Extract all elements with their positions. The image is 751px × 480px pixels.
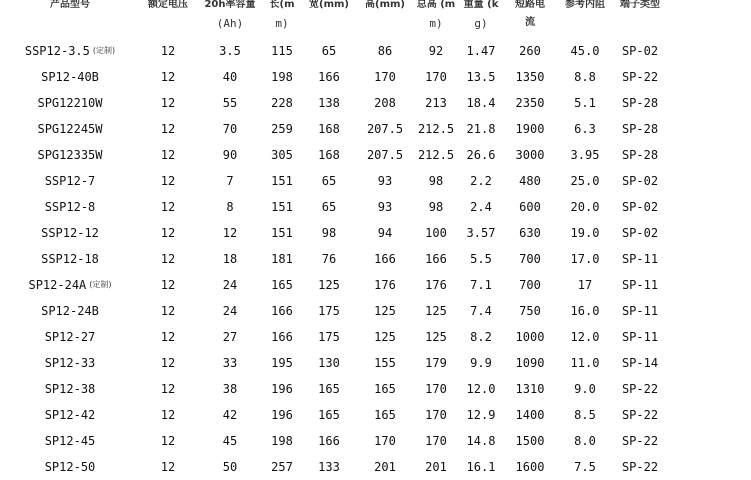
model-cell [0,116,140,142]
short-circuit-cell: 1000 [515,330,545,344]
short-circuit-cell: 1900 [515,122,545,136]
voltage-cell: 12 [160,226,176,240]
weight-cell: 21.8 [466,122,496,136]
table-row [0,324,751,350]
model-cell [0,350,140,376]
short-circuit-cell: 700 [519,252,541,266]
length-cell: 259 [271,122,293,136]
terminal-cell: SP-11 [621,304,659,318]
model-cell [0,402,140,428]
short-circuit-cell: 630 [519,226,541,240]
length-cell: 196 [271,382,293,396]
table-row [0,428,751,454]
header-resistance [558,0,612,18]
voltage-cell: 12 [160,356,176,370]
table-row [0,168,751,194]
model-name: SP12-24B [41,304,99,318]
capacity-cell: 27 [222,330,238,344]
terminal-cell: SP-22 [621,460,659,474]
terminal-cell: SP-22 [621,70,659,84]
capacity-cell: 50 [222,460,238,474]
header-voltage-label: 额定电压 [148,0,188,10]
total-height-cell: 98 [428,174,444,188]
width-cell: 76 [321,252,337,266]
length-cell: 151 [271,226,293,240]
model-cell [0,38,140,64]
weight-cell: 12.9 [466,408,496,422]
capacity-cell: 12 [222,226,238,240]
model-cell [0,142,140,168]
total-height-cell: 170 [425,434,447,448]
table-row [0,402,751,428]
header-weight-label: 重量 (k [463,0,499,10]
resistance-cell: 8.5 [574,408,596,422]
model-cell [0,246,140,272]
height-cell: 208 [374,96,396,110]
width-cell: 175 [318,304,340,318]
height-cell: 166 [374,252,396,266]
header-voltage [140,0,196,18]
header-model-label: 产品型号 [50,0,90,10]
table-row [0,220,751,246]
table-row [0,376,751,402]
short-circuit-cell: 600 [519,200,541,214]
table-row [0,272,751,298]
header-terminal [614,0,666,18]
header-height-label: 高(mm) [365,0,405,10]
model-name: SP12-24A [28,278,87,292]
model-cell [0,298,140,324]
terminal-cell: SP-11 [621,278,659,292]
weight-cell: 2.4 [470,200,492,214]
voltage-cell: 12 [160,304,176,318]
table-row [0,350,751,376]
capacity-cell: 33 [222,356,238,370]
header-resistance-label: 参考内阻 [565,0,605,10]
height-cell: 155 [374,356,396,370]
voltage-cell: 12 [160,44,176,58]
total-height-cell: 125 [425,330,447,344]
capacity-cell: 42 [222,408,238,422]
resistance-cell: 16.0 [570,304,600,318]
weight-cell: 1.47 [466,44,496,58]
weight-cell: 7.1 [470,278,492,292]
custom-note: (定制) [89,280,112,289]
width-cell: 165 [318,382,340,396]
width-cell: 130 [318,356,340,370]
terminal-cell: SP-14 [621,356,659,370]
height-cell: 125 [374,330,396,344]
header-capacity-unit-label: (Ah) [216,17,244,30]
total-height-cell: 125 [425,304,447,318]
table-header-row [0,0,751,18]
resistance-cell: 11.0 [570,356,600,370]
terminal-cell: SP-28 [621,122,659,136]
length-cell: 196 [271,408,293,422]
height-cell: 165 [374,382,396,396]
total-height-cell: 170 [425,70,447,84]
resistance-cell: 25.0 [570,174,600,188]
terminal-cell: SP-22 [621,382,659,396]
length-cell: 228 [271,96,293,110]
height-cell: 201 [374,460,396,474]
header-total-height-unit [414,18,458,38]
terminal-cell: SP-22 [621,408,659,422]
model-cell [0,220,140,246]
voltage-cell: 12 [160,252,176,266]
header-capacity-label: 20h率容量 [204,0,256,10]
short-circuit-cell: 1350 [515,70,545,84]
terminal-cell: SP-02 [621,226,659,240]
height-cell: 165 [374,408,396,422]
short-circuit-cell: 1090 [515,356,545,370]
width-cell: 65 [321,174,337,188]
model-cell [0,454,140,480]
header-height [358,0,412,18]
header-total-height-unit-label: m) [429,17,443,30]
header-length-unit-label: m) [275,17,289,30]
header-short-circuit-label: 短路电 [515,0,545,10]
resistance-cell: 8.0 [574,434,596,448]
header-length-label: 长(m [269,0,295,10]
weight-cell: 5.5 [470,252,492,266]
height-cell: 207.5 [366,148,404,162]
model-name: SP12-38 [44,382,96,396]
table-row [0,246,751,272]
resistance-cell: 45.0 [570,44,600,58]
length-cell: 115 [271,44,293,58]
model-cell [0,272,140,298]
length-cell: 305 [271,148,293,162]
length-cell: 181 [271,252,293,266]
terminal-cell: SP-11 [621,252,659,266]
capacity-cell: 8 [226,200,234,214]
length-cell: 257 [271,460,293,474]
resistance-cell: 9.0 [574,382,596,396]
voltage-cell: 12 [160,408,176,422]
voltage-cell: 12 [160,122,176,136]
model-cell [0,428,140,454]
width-cell: 138 [318,96,340,110]
terminal-cell: SP-11 [621,330,659,344]
length-cell: 151 [271,174,293,188]
model-cell [0,194,140,220]
weight-cell: 12.0 [466,382,496,396]
header-short-circuit-unit [504,18,556,38]
capacity-cell: 38 [222,382,238,396]
header-length-unit [264,18,300,38]
custom-note: (定制) [92,46,116,55]
voltage-cell: 12 [160,278,176,292]
table-row [0,64,751,90]
total-height-cell: 100 [425,226,447,240]
header-short-circuit-unit-label: 流 [525,17,535,28]
total-height-cell: 166 [425,252,447,266]
voltage-cell: 12 [160,330,176,344]
table-body [0,38,751,480]
table-row [0,90,751,116]
height-cell: 170 [374,434,396,448]
model-name: SPG12245W [37,122,103,136]
height-cell: 93 [377,174,393,188]
header-short-circuit [504,0,556,18]
voltage-cell: 12 [160,382,176,396]
width-cell: 175 [318,330,340,344]
header-width-label: 宽(mm) [309,0,349,10]
header-length [264,0,300,18]
total-height-cell: 212.5 [417,122,455,136]
header-model [0,0,140,18]
weight-cell: 13.5 [466,70,496,84]
width-cell: 168 [318,122,340,136]
capacity-cell: 40 [222,70,238,84]
model-name: SPG12210W [37,96,103,110]
model-name: SSP12-3.5 [24,44,90,58]
height-cell: 207.5 [366,122,404,136]
voltage-cell: 12 [160,148,176,162]
voltage-cell: 12 [160,96,176,110]
width-cell: 165 [318,408,340,422]
height-cell: 93 [377,200,393,214]
resistance-cell: 7.5 [574,460,596,474]
header-total-height [414,0,458,18]
height-cell: 170 [374,70,396,84]
weight-cell: 8.2 [470,330,492,344]
short-circuit-cell: 700 [519,278,541,292]
width-cell: 125 [318,278,340,292]
short-circuit-cell: 3000 [515,148,545,162]
width-cell: 133 [318,460,340,474]
model-name: SP12-42 [44,408,96,422]
model-name: SPG12335W [37,148,103,162]
table-row [0,454,751,480]
model-cell [0,64,140,90]
weight-cell: 16.1 [466,460,496,474]
weight-cell: 7.4 [470,304,492,318]
voltage-cell: 12 [160,460,176,474]
resistance-cell: 17 [577,278,593,292]
capacity-cell: 45 [222,434,238,448]
total-height-cell: 201 [425,460,447,474]
voltage-cell: 12 [160,200,176,214]
capacity-cell: 24 [222,278,238,292]
model-name: SSP12-18 [41,252,99,266]
resistance-cell: 8.8 [574,70,596,84]
terminal-cell: SP-02 [621,174,659,188]
total-height-cell: 98 [428,200,444,214]
short-circuit-cell: 750 [519,304,541,318]
table-header-row-continued [0,18,751,38]
width-cell: 168 [318,148,340,162]
voltage-cell: 12 [160,70,176,84]
terminal-cell: SP-28 [621,96,659,110]
weight-cell: 26.6 [466,148,496,162]
model-cell [0,324,140,350]
header-capacity-unit [198,18,262,38]
short-circuit-cell: 1310 [515,382,545,396]
voltage-cell: 12 [160,174,176,188]
total-height-cell: 92 [428,44,444,58]
resistance-cell: 20.0 [570,200,600,214]
table-row [0,38,751,64]
capacity-cell: 18 [222,252,238,266]
total-height-cell: 170 [425,408,447,422]
length-cell: 151 [271,200,293,214]
model-cell [0,168,140,194]
weight-cell: 14.8 [466,434,496,448]
total-height-cell: 170 [425,382,447,396]
voltage-cell: 12 [160,434,176,448]
header-weight-unit-label: g) [474,17,488,30]
capacity-cell: 7 [226,174,234,188]
resistance-cell: 5.1 [574,96,596,110]
terminal-cell: SP-28 [621,148,659,162]
height-cell: 125 [374,304,396,318]
model-name: SSP12-7 [44,174,96,188]
model-name: SP12-50 [44,460,96,474]
weight-cell: 3.57 [466,226,496,240]
model-name: SSP12-8 [44,200,96,214]
length-cell: 198 [271,70,293,84]
header-total-height-label: 总高 (m [416,0,456,10]
model-cell [0,376,140,402]
width-cell: 166 [318,434,340,448]
model-name: SP12-33 [44,356,96,370]
resistance-cell: 12.0 [570,330,600,344]
header-terminal-label: 端子类型 [620,0,660,10]
weight-cell: 2.2 [470,174,492,188]
short-circuit-cell: 260 [519,44,541,58]
total-height-cell: 213 [425,96,447,110]
weight-cell: 9.9 [470,356,492,370]
model-name: SP12-40B [41,70,99,84]
total-height-cell: 176 [425,278,447,292]
short-circuit-cell: 2350 [515,96,545,110]
weight-cell: 18.4 [466,96,496,110]
capacity-cell: 70 [222,122,238,136]
total-height-cell: 212.5 [417,148,455,162]
model-cell [0,90,140,116]
length-cell: 165 [271,278,293,292]
length-cell: 198 [271,434,293,448]
table-row [0,142,751,168]
length-cell: 195 [271,356,293,370]
short-circuit-cell: 480 [519,174,541,188]
terminal-cell: SP-02 [621,200,659,214]
length-cell: 166 [271,330,293,344]
width-cell: 65 [321,44,337,58]
capacity-cell: 24 [222,304,238,318]
header-width [302,0,356,18]
width-cell: 65 [321,200,337,214]
capacity-cell: 90 [222,148,238,162]
table-row [0,194,751,220]
resistance-cell: 17.0 [570,252,600,266]
short-circuit-cell: 1400 [515,408,545,422]
total-height-cell: 179 [425,356,447,370]
table-row [0,298,751,324]
length-cell: 166 [271,304,293,318]
header-weight-unit [460,18,502,38]
height-cell: 176 [374,278,396,292]
capacity-cell: 55 [222,96,238,110]
model-name: SSP12-12 [41,226,99,240]
header-capacity [198,0,262,18]
short-circuit-cell: 1600 [515,460,545,474]
capacity-cell: 3.5 [219,44,241,58]
header-weight [460,0,502,18]
model-name: SP12-27 [44,330,96,344]
height-cell: 94 [377,226,393,240]
resistance-cell: 19.0 [570,226,600,240]
terminal-cell: SP-22 [621,434,659,448]
width-cell: 98 [321,226,337,240]
resistance-cell: 3.95 [570,148,600,162]
terminal-cell: SP-02 [621,44,659,58]
table-row [0,116,751,142]
short-circuit-cell: 1500 [515,434,545,448]
height-cell: 86 [377,44,393,58]
resistance-cell: 6.3 [574,122,596,136]
model-name: SP12-45 [44,434,96,448]
width-cell: 166 [318,70,340,84]
